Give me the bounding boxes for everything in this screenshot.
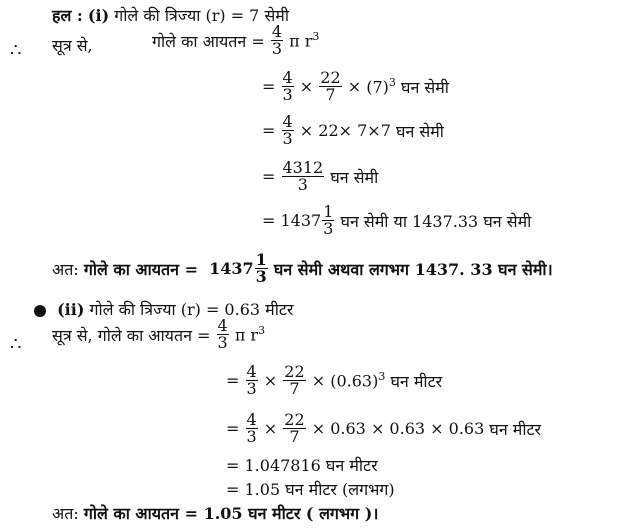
therefore-symbol: ∴ [10, 40, 22, 61]
therefore-symbol-2: ∴ [10, 334, 22, 355]
p2-step-2: = $\frac{4}{3}$ × $\frac{22}{7}$ × $(0.63)^3$ घन मीटर [226, 362, 443, 398]
radius-statement-2: गोले की त्रिज्या (r) = 0.63 मीटर [89, 300, 294, 319]
volume-formula: गोले का आयतन = $\frac{4}{3}$ π $r^3$ [152, 22, 320, 58]
part-label: (i) [87, 6, 110, 25]
result-part1: अत: गोले का आयतन = 1437 $\frac{1}{3}$ घन सेमी अथवा लगभग 1437. 33 घन सेमी। [52, 250, 553, 286]
formula-line-2: सूत्र से, गोले का आयतन = $\frac{4}{3}$ π $r^3$ [52, 316, 266, 352]
step-2: = $\frac{4}{3}$ × $\frac{22}{7}$ × $(7)^3$ घन सेमी [262, 68, 449, 104]
radius-statement: गोले की त्रिज्या (r) = 7 सेमी [114, 6, 289, 25]
formula-label: सूत्र से, [52, 36, 93, 55]
p2-step-5: = 1.05 घन मीटर (लगभग) [226, 480, 395, 499]
part2-label: (ii) [57, 300, 85, 319]
formula-line [52, 34, 93, 56]
step-4: = $\frac{4312}{3}$ घन सेमी [262, 158, 379, 194]
p2-step-4: = 1.047816 घन मीटर [226, 456, 378, 475]
step-5: = 1437 $\frac{1}{3}$ घन सेमी या 1437.33 घन सेमी [262, 202, 532, 238]
result-part2: अत: गोले का आयतन = 1.05 घन मीटर ( लगभग )। [52, 504, 379, 523]
step-3: = $\frac{4}{3}$ × 22× 7×7 घन सेमी [262, 112, 444, 148]
p2-step-3: = $\frac{4}{3}$ × $\frac{22}{7}$ × 0.63 × 0.63 × 0.63 घन मीटर [226, 410, 542, 446]
bullet-icon [34, 305, 46, 317]
solution-label: हल : [52, 6, 83, 25]
part1-radius-line [52, 6, 289, 26]
part2-radius-line [34, 298, 293, 320]
